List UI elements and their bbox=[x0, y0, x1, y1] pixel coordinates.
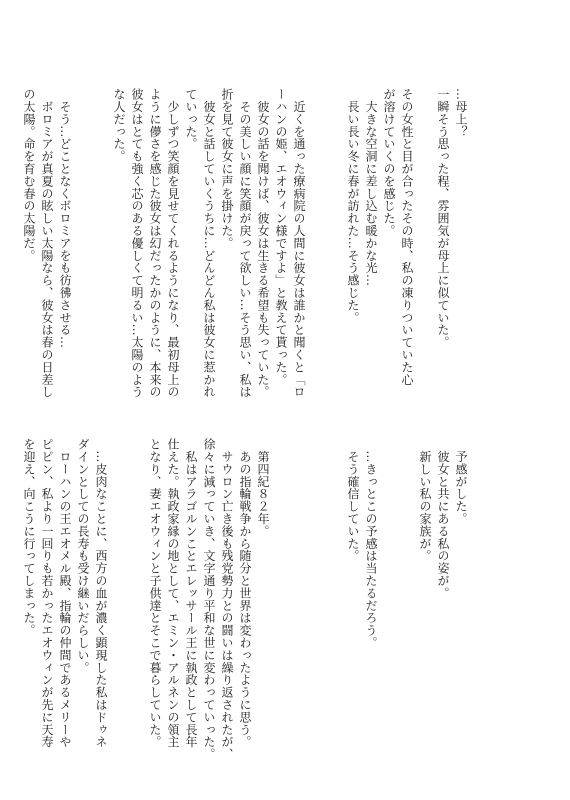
text-column: ーハンの姫、エオウィン様ですよ」と教えて貰った。 bbox=[274, 88, 288, 386]
text-column: 少しずつ笑顔を見せてくれるようになり、最初母上の bbox=[166, 88, 180, 398]
text-column: ていった。 bbox=[184, 88, 198, 150]
text-column: …きっとこの予感は当たるだろう。 bbox=[364, 438, 378, 649]
text-column: ように儚さを感じた彼女は幻だったかのように、本来の bbox=[148, 88, 162, 398]
text-column: 仕えた。執政家縁の地として、エミン・アルネンの領主 bbox=[166, 438, 180, 748]
text-column: 彼女の話を聞けば、彼女は生きる希望も失っていた。 bbox=[256, 88, 270, 398]
text-column: 折を見て彼女に声を掛けた。 bbox=[220, 88, 234, 250]
text-column: 一瞬そう思った程、雰囲気が母上に似ていた。 bbox=[436, 88, 450, 349]
text-column: 大きな空洞に差し込む暖かな光… bbox=[364, 88, 378, 287]
text-column: …皮肉なことに、西方の血が濃く顕現した私はドゥネ bbox=[94, 438, 108, 748]
text-column bbox=[110, 438, 128, 756]
text-column bbox=[380, 438, 398, 756]
text-column: 私はアラゴルンことエレッサール王に執政として長年 bbox=[184, 438, 198, 748]
text-column bbox=[308, 88, 326, 406]
text-column: その女性と目が合ったその時、私の凍りついていた心 bbox=[400, 88, 414, 386]
text-column bbox=[74, 88, 92, 406]
text-column bbox=[326, 438, 344, 756]
text-column: そう確信していた。 bbox=[346, 438, 360, 562]
text-column: あの指輪戦争から随分と世界は変わったように思う。 bbox=[238, 438, 252, 748]
text-column: を迎え、向こうに行ってしまった。 bbox=[22, 438, 36, 637]
text-column: …母上？ bbox=[454, 88, 468, 138]
text-column: ピピン、私より一回りも若かったエオウィンが先に天寿 bbox=[40, 438, 54, 748]
upper-text-block bbox=[20, 88, 470, 406]
text-column: の太陽。命を育む春の太陽だ。 bbox=[22, 88, 36, 262]
text-column: 彼女と共にある私の姿が。 bbox=[436, 438, 450, 600]
text-column: 近くを通った療病院の人間に彼女は誰かと聞くと「ロ bbox=[292, 88, 306, 398]
text-column bbox=[290, 438, 308, 756]
text-column: ダインとしての長寿も受け継いだらしい。 bbox=[76, 438, 90, 674]
text-column: サウロン亡き後も残党勢力との闘いは繰り返されたが、 bbox=[220, 438, 234, 761]
text-column bbox=[416, 88, 434, 406]
text-column: となり、妻エオウィンと子供達とそこで暮らしていた。 bbox=[148, 438, 162, 748]
text-column: ボロミアが真夏の眩しい太陽なら、彼女は春の日差し bbox=[40, 88, 54, 398]
text-column: 彼女と話していくうちに…どんどん私は彼女に惹かれ bbox=[202, 88, 216, 398]
text-column: 新しい私の家族が。 bbox=[418, 438, 432, 562]
text-column bbox=[326, 88, 344, 406]
text-column bbox=[308, 438, 326, 756]
text-column: 第四紀８２年。 bbox=[256, 438, 270, 538]
text-column: そう…どことなくボロミアをも彷彿させる… bbox=[58, 88, 72, 349]
text-column: な人だった。 bbox=[112, 88, 126, 163]
text-column bbox=[398, 438, 416, 756]
text-column bbox=[128, 438, 146, 756]
text-column: 予感がした。 bbox=[454, 438, 468, 525]
text-column: ローハンの王エオメル殿、指輪の仲間であるメリーや bbox=[58, 438, 72, 748]
text-column: 彼女はとても強く芯のある優しくて明るい…太陽のよう bbox=[130, 88, 144, 398]
lower-text-block bbox=[20, 438, 470, 761]
text-column: 徐々に減っていき、文字通り平和な世に変わっていった。 bbox=[202, 438, 216, 761]
text-column bbox=[92, 88, 110, 406]
text-column: 長い長い冬に春が訪れた…そう感じた。 bbox=[346, 88, 360, 324]
text-column: その美しい顔に笑顔が戻って欲しい…そう思い、私は bbox=[238, 88, 252, 398]
text-column: が溶けていくのを感じた。 bbox=[382, 88, 396, 237]
text-column bbox=[272, 438, 290, 756]
